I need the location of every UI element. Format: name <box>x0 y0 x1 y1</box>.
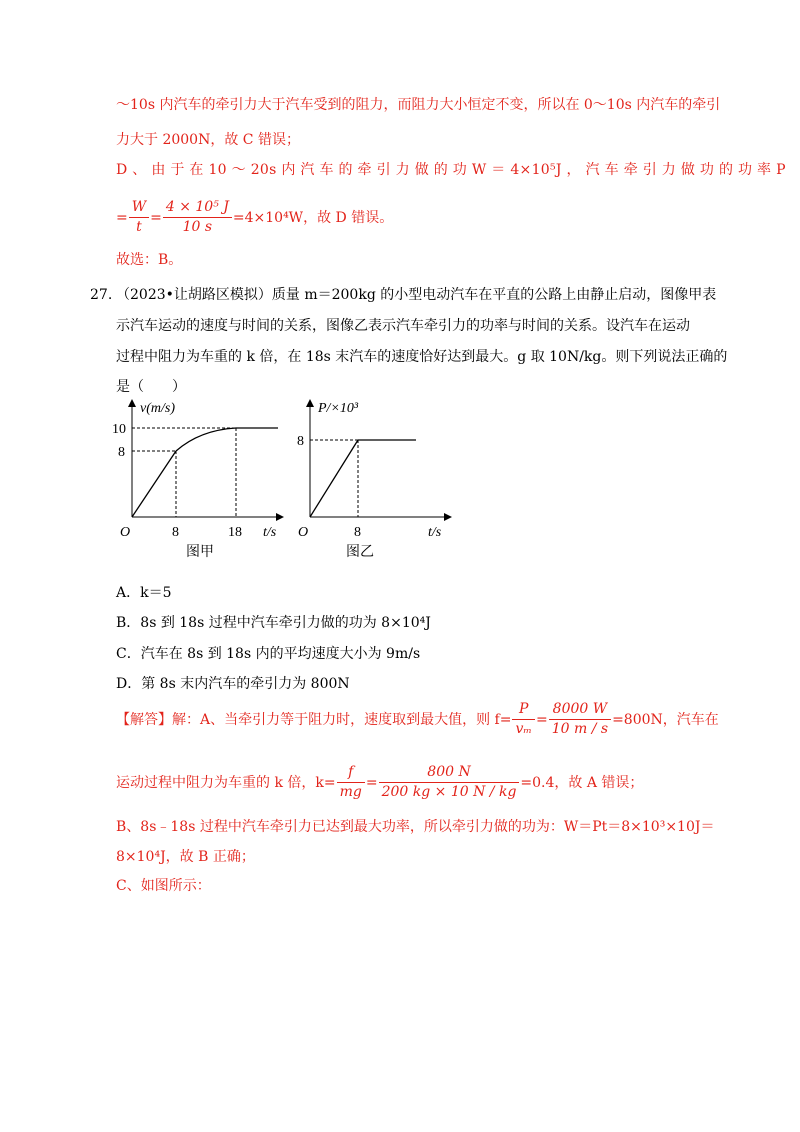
fraction-force-over-weight <box>379 763 520 802</box>
figure-jia <box>112 401 280 560</box>
answer-line-a <box>116 700 719 740</box>
prev-conclusion: 故选：B。 <box>116 252 183 268</box>
jia-ytick-10: 10 <box>112 422 126 437</box>
formula-result: =4×10⁴W，故 D 错误。 <box>232 209 394 226</box>
fraction-denominator: 10 s <box>182 219 213 235</box>
jia-xtick-8: 8 <box>172 525 179 540</box>
option-a: A．k＝5 <box>116 585 172 601</box>
fraction-w-over-t <box>129 198 149 237</box>
prev-line-2: 力大于 2000N，故 C 错误； <box>116 132 300 148</box>
formula-equals: = <box>365 774 378 791</box>
fraction-denominator: t <box>136 219 142 235</box>
formula-equals: = <box>535 711 548 728</box>
yi-y-label: P/×10³ <box>318 401 359 416</box>
fraction-denominator: vₘ <box>515 721 532 737</box>
prev-line-1: ～10s 内汽车的牵引力大于汽车受到的阻力，而阻力大小恒定不变，所以在 0～10s 内汽车的牵引 <box>116 97 721 113</box>
fraction-numerator: f <box>337 763 365 783</box>
answer-a-text: 【解答】解：A、当牵引力等于阻力时，速度取到最大值，则 f= <box>116 711 512 728</box>
yi-ytick-8: 8 <box>297 434 304 449</box>
fraction-numerator: 8000 W <box>549 700 611 720</box>
option-c: C．汽车在 8s 到 18s 内的平均速度大小为 9m/s <box>116 646 421 662</box>
question-line-1: （2023•让胡路区模拟）质量 m＝200kg 的小型电动汽车在平直的公路上由静止启动，图像甲表 <box>116 287 717 303</box>
yi-x-label: t/s <box>428 525 442 540</box>
formula-equals: = <box>150 209 162 226</box>
answer-line-k <box>116 763 643 803</box>
yi-linear-segment <box>310 440 358 517</box>
yi-xtick-8: 8 <box>354 525 361 540</box>
formula-result: =800N，汽车在 <box>612 711 719 728</box>
prev-power-formula <box>116 198 393 238</box>
jia-x-label: t/s <box>263 525 277 540</box>
fraction-power-over-speed <box>549 700 611 739</box>
fraction-work-over-time <box>163 198 232 237</box>
answer-line-c1: C、如图所示： <box>116 878 211 894</box>
fraction-numerator: 4 × 10⁵ J <box>163 198 232 218</box>
figure-yi <box>297 401 448 560</box>
question-number: 27. <box>90 287 113 303</box>
fraction-denominator: mg <box>339 784 362 800</box>
fraction-numerator: P <box>512 700 535 720</box>
jia-curve-segment <box>176 428 236 451</box>
question-line-3: 过程中阻力为车重的 k 倍，在 18s 末汽车的速度恰好达到最大。g 取 10N/kg。则下列说法正确的 <box>116 349 728 365</box>
fraction-denominator: 10 m / s <box>551 721 609 737</box>
option-d: D．第 8s 末内汽车的牵引力为 800N <box>116 676 350 692</box>
fraction-p-over-vm <box>512 700 535 739</box>
fraction-numerator: 800 N <box>379 763 520 783</box>
formula-equals: = <box>116 209 128 226</box>
answer-line-b2: 8×10⁴J，故 B 正确； <box>116 849 255 865</box>
yi-caption: 图乙 <box>346 545 374 560</box>
question-line-4: 是（ ） <box>116 379 186 395</box>
jia-linear-segment <box>132 451 176 517</box>
fraction-numerator: W <box>129 198 149 218</box>
jia-ytick-8: 8 <box>118 445 125 460</box>
question-line-2: 示汽车运动的速度与时间的关系，图像乙表示汽车牵引力的功率与时间的关系。设汽车在运动 <box>116 318 690 334</box>
yi-origin: O <box>298 525 309 540</box>
answer-k-text: 运动过程中阻力为车重的 k 倍，k= <box>116 774 336 791</box>
jia-caption: 图甲 <box>186 545 214 560</box>
answer-line-b1: B、8s﹣18s 过程中汽车牵引力已达到最大功率，所以牵引力做的功为：W＝Pt＝8×10³×10J＝ <box>116 819 715 835</box>
figure-graphs <box>100 398 460 568</box>
prev-line-3: D 、 由 于 在 10 ～ 20s 内 汽 车 的 牵 引 力 做 的 功 W ＝ 4×10⁵J ， 汽 车 牵 引 力 做 功 的 功 率 P <box>116 162 786 178</box>
jia-xtick-18: 18 <box>228 525 242 540</box>
jia-y-label: v(m/s) <box>140 401 175 416</box>
formula-result: =0.4，故 A 错误； <box>520 774 644 791</box>
option-b: B．8s 到 18s 过程中汽车牵引力做的功为 8×10⁴J <box>116 615 431 631</box>
jia-origin: O <box>120 525 131 540</box>
fraction-denominator: 200 kg × 10 N / kg <box>381 784 517 800</box>
fraction-f-over-mg <box>337 763 365 802</box>
